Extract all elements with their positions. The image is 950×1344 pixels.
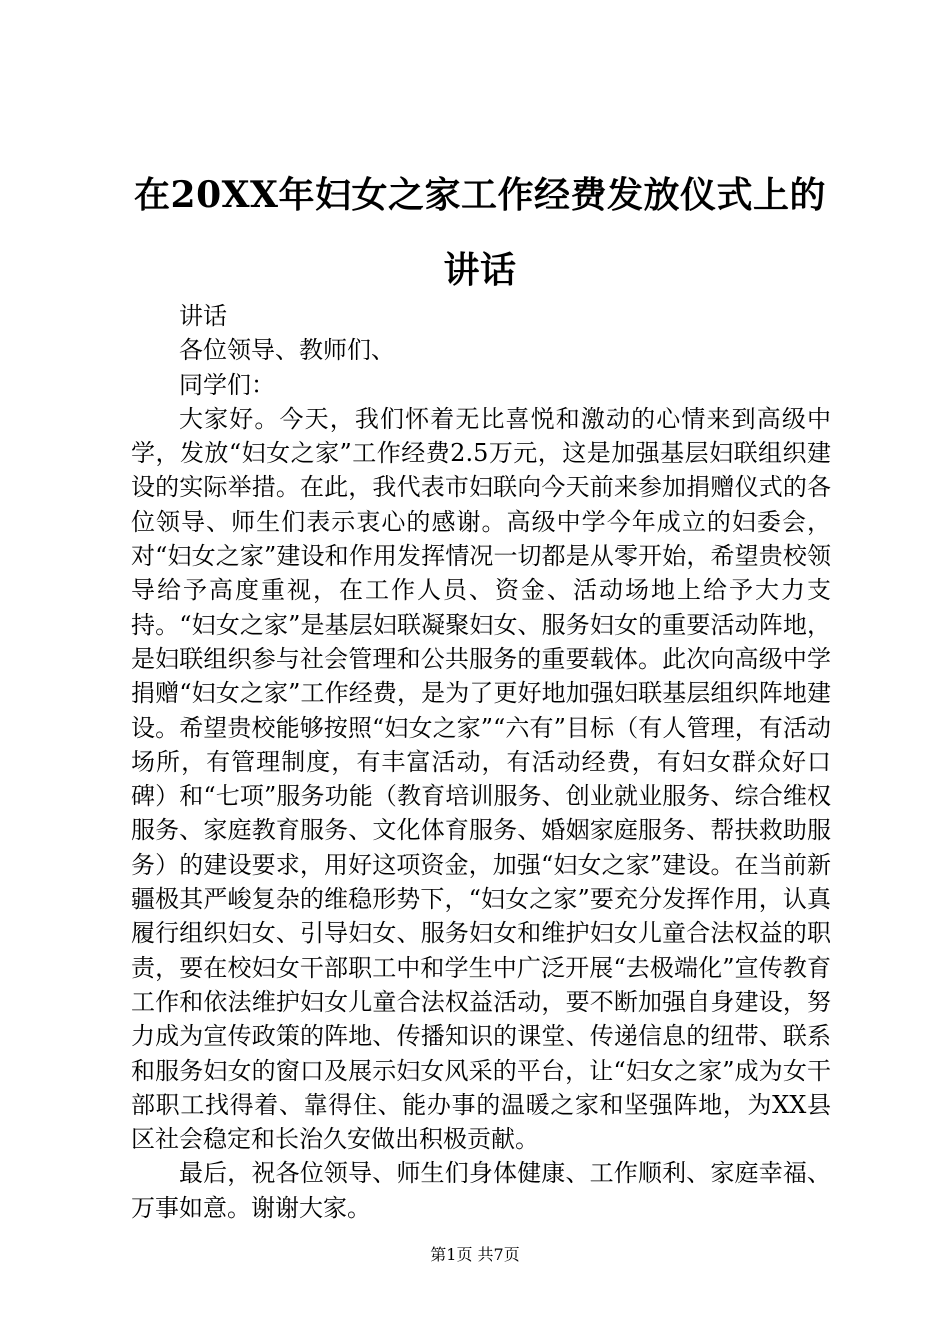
paragraph-salutation-2: 同学们： (179, 370, 275, 399)
page-number: 第1页 共7页 (430, 1245, 520, 1264)
document-body (131, 299, 831, 1225)
document-title: 在20XX年妇女之家工作经费发放仪式上的讲话 (134, 174, 826, 291)
paragraph-main: 大家好。今天，我们怀着无比喜悦和激动的心情来到高级中学，发放“妇女之家”工作经费2.5万元，这是加强基层妇联组织建设的实际举措。在此，我代表市妇联向今天前来参加捐赠仪式的各位领导、师生们表示衷心的感谢。高级中学今年成立的妇委会，对“妇女之家”建设和作用发挥情况一切都是从零开始，希望贵校领导给予高度重视，在工作人员、资金、活动场地上给予大力支持。“妇女之家”是基层妇联凝聚妇女、服务妇女的重要活动阵地，是妇联组织参与社会管理和公共服务的重要载体。此次向高级中学捐赠“妇女之家”工作经费，是为了更好地加强妇联基层组织阵地建设。希望贵校能够按照“妇女之家”“六有”目标（有人管理，有活动场所，有管理制度，有丰富活动，有活动经费，有妇女群众好口碑）和“七项”服务功能（教育培训服务、创业就业服务、综合维权服务、家庭教育服务、文化体育服务、婚姻家庭服务、帮扶救助服务）的建设要求，用好这项资金，加强“妇女之家”建设。在当前新疆极其严峻复杂的维稳形势下，“妇女之家”要充分发挥作用，认真履行组织妇女、引导妇女、服务妇女和维护妇女儿童合法权益的职责，要在校妇女干部职工中和学生中广泛开展“去极端化”宣传教育工作和依法维护妇女儿童合法权益活动，要不断加强自身建设，努力成为宣传政策的阵地、传播知识的课堂、传递信息的纽带、联系和服务妇女的窗口及展示妇女风采的平台，让“妇女之家”成为女干部职工找得着、靠得住、能办事的温暖之家和坚强阵地，为XX县区社会稳定和长治久安做出积极贡献。 (131, 404, 831, 1154)
paragraph-heading: 讲话 (179, 302, 227, 330)
paragraph-salutation-1: 各位领导、教师们、 (179, 336, 395, 365)
paragraph-closing: 最后，祝各位领导、师生们身体健康、工作顺利、家庭幸福、万事如意。谢谢大家。 (131, 1159, 831, 1222)
